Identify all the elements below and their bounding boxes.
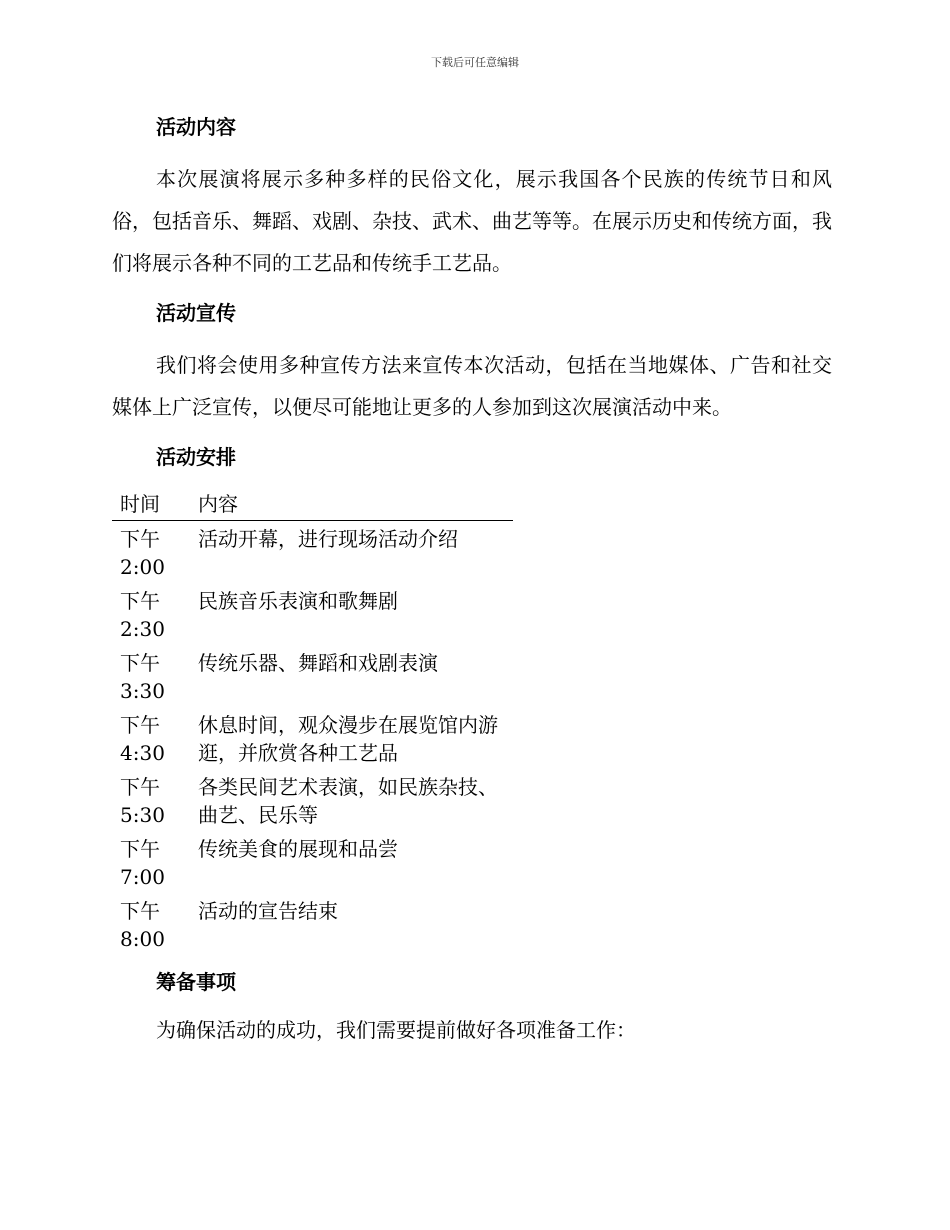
time-period: 下午 (120, 899, 160, 923)
time-period: 下午 (120, 837, 160, 861)
time-clock: 3:30 (120, 679, 165, 703)
table-row (112, 707, 513, 769)
schedule-table (112, 490, 513, 955)
schedule-time-cell (112, 645, 190, 707)
time-clock: 2:30 (120, 617, 165, 641)
table-row (112, 831, 513, 893)
time-clock: 8:00 (120, 927, 165, 951)
time-period: 下午 (120, 651, 160, 675)
time-clock: 2:00 (120, 555, 165, 579)
schedule-content-cell: 各类民间艺术表演，如民族杂技、曲艺、民乐等 (198, 775, 498, 827)
time-period: 下午 (120, 713, 160, 737)
time-clock: 7:00 (120, 865, 165, 889)
table-row (112, 769, 513, 831)
paragraph-activity-content: 本次展演将展示多种多样的民俗文化，展示我国各个民族的传统节日和风俗，包括音乐、舞蹈、戏剧、杂技、武术、曲艺等等。在展示历史和传统方面，我们将展示各种不同的工艺品和传统手工艺品。 (112, 167, 832, 275)
schedule-time-cell (112, 707, 190, 769)
table-row (112, 893, 513, 955)
time-period: 下午 (120, 589, 160, 613)
schedule-time-cell (112, 521, 190, 584)
schedule-content-cell: 民族音乐表演和歌舞剧 (198, 589, 398, 613)
schedule-time-cell (112, 831, 190, 893)
section-heading-promotion: 活动宣传 (156, 301, 236, 325)
schedule-content-cell: 传统美食的展现和品尝 (198, 837, 398, 861)
schedule-time-cell (112, 769, 190, 831)
section-heading-activity-content: 活动内容 (156, 115, 236, 139)
paragraph-promotion: 我们将会使用多种宣传方法来宣传本次活动，包括在当地媒体、广告和社交媒体上广泛宣传，以便尽可能地让更多的人参加到这次展演活动中来。 (112, 353, 832, 419)
time-period: 下午 (120, 775, 160, 799)
time-clock: 4:30 (120, 741, 165, 765)
time-period: 下午 (120, 527, 160, 551)
schedule-header-row (112, 490, 513, 521)
table-row (112, 583, 513, 645)
section-heading-schedule: 活动安排 (156, 445, 236, 469)
schedule-time-cell (112, 893, 190, 955)
schedule-content-cell: 传统乐器、舞蹈和戏剧表演 (198, 651, 438, 675)
section-heading-preparation: 筹备事项 (156, 970, 236, 994)
schedule-content-cell: 休息时间，观众漫步在展览馆内游逛，并欣赏各种工艺品 (198, 713, 498, 765)
schedule-content-cell: 活动开幕，进行现场活动介绍 (198, 527, 458, 551)
table-row (112, 521, 513, 584)
schedule-header-content: 内容 (190, 490, 513, 521)
schedule-time-cell (112, 583, 190, 645)
schedule-header-time: 时间 (112, 490, 190, 521)
document-body (112, 108, 832, 1061)
table-row (112, 645, 513, 707)
paragraph-preparation: 为确保活动的成功，我们需要提前做好各项准备工作： (156, 1018, 636, 1042)
time-clock: 5:30 (120, 803, 165, 827)
page-header-note: 下载后可任意编辑 (431, 56, 519, 69)
schedule-content-cell: 活动的宣告结束 (198, 899, 338, 923)
